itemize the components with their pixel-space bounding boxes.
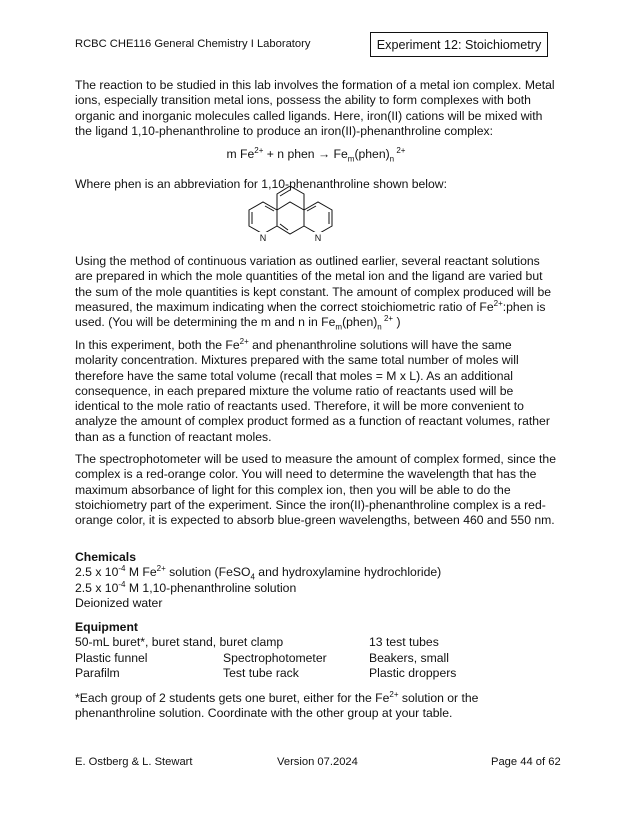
equipment-item: 50-mL buret*, buret stand, buret clamp [75,635,284,650]
nitrogen-atom-left: N [259,233,267,243]
footer-version: Version 07.2024 [277,756,358,768]
equipment-item: Plastic funnel [75,650,148,665]
top-ring [277,186,304,210]
footer-authors: E. Ostberg & L. Stewart [75,756,193,768]
chemical-item: 2.5 x $10^{-4}$ M $Fe^{2+}$ solution (FeSO$_4$ and hydroxylamine hydrochloride) [75,564,442,582]
buret-note: *Each group of 2 students gets one buret, either for the $Fe^{2+}$ solution or the phenanthroline solution. Coordinate with the other group at your table. [75,689,479,721]
equipment-section [75,620,557,681]
equipment-item: Beakers, small [369,650,449,665]
chemical-item: Deionized water [75,595,163,610]
intro-paragraph: The reaction to be studied in this lab involves the formation of a metal ion complex. Metal ions, especially transition metal ions, possess the ability to form complexes with both organic and inorganic molecules called ligands. Here, iron(II) cations will be mixed with the ligand 1,10-phenanthroline to produce an iron(II)-phenanthroline complex: [75,78,555,138]
course-title: RCBC CHE116 General Chemistry I Laboratory [75,38,311,50]
continuous-variation-paragraph: Using the method of continuous variation as outlined earlier, several reactant solutions are prepared in which the mole quantities of the metal ion and the ligand are varied but the sum of the mole quantities is kept constant. The amount of complex produced will be measured, the maximum indicating when the correct stoichiometric ratio of $Fe^{2+}:phen$ is used. (You will be determining the m and n in $Fe_m(phen)_n$ $^{2+}$ ) [75,254,552,332]
equipment-item: Parafilm [75,665,120,680]
equipment-row [75,666,557,681]
phen-description: Where phen is an abbreviation for 1,10-phenanthroline shown below: [75,177,447,191]
spectrophotometer-paragraph: The spectrophotometer will be used to measure the amount of complex formed, since the complex is a red-orange color. You will need to determine the wavelength that has the maximum absorbance of light for this complex ion, then you will be able to do the stoichiometry part of the experiment. Since the iron(II)-phenanthroline complex is a red-orange color, it is expected to absorb blue-green wavelengths, between 460 and 550 nm. [75,452,556,528]
nitrogen-atom-right: N [314,233,322,243]
center-ring [277,202,304,234]
equipment-item: Spectrophotometer [223,650,327,665]
equipment-row [75,635,557,650]
chemical-item: 2.5 x $10^{-4}$ M 1,10-phenanthroline solution [75,579,297,595]
equipment-heading: Equipment [75,620,138,634]
experiment-title-box [370,32,548,57]
chemicals-section [75,550,557,611]
right-ring [304,202,332,234]
footer-page-number: Page 44 of 62 [491,756,561,768]
phenanthroline-structure [238,186,343,254]
equipment-item: Test tube rack [223,665,299,680]
molarity-paragraph: In this experiment, both the $Fe^{2+}$ and phenanthroline solutions will have the same molarity concentration. Mixtures prepared with the same total number of moles will therefore have the same total volume (recall that moles = M x L). As an additional consequence, in each prepared mixture the volume ratio of reactants used will be identical to the mole ratio of reactants used. Therefore, it will be more convenient to analyze the amount of complex product formed as a function of reactant volumes, rather than as a function of reactant moles. [75,336,550,444]
left-ring [249,202,277,234]
equipment-item: 13 test tubes [369,635,439,650]
equipment-row [75,651,557,666]
chemicals-heading: Chemicals [75,550,136,564]
reaction-equation: m $Fe^{2+} + n$ phen → $Fe_m(phen)_n$ $^{2+}$ [226,145,406,164]
equipment-item: Plastic droppers [369,665,457,680]
experiment-title: Experiment 12: Stoichiometry [376,37,542,52]
